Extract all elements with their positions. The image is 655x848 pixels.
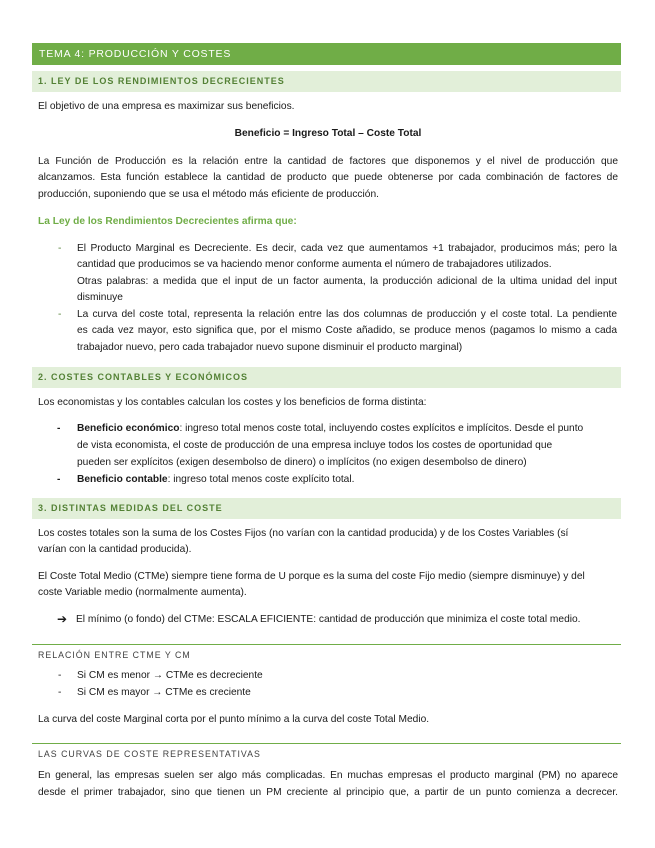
s1-paragraph-line: producción, suponiendo que se usa el método más eficiente de producción.: [38, 189, 379, 200]
s3-paragraph-1-line: Los costes totales son la suma de los Costes Fijos (no varían con la cantidad producida) y de los Costes Variables (sí: [38, 528, 569, 539]
dash-bullet: -: [58, 670, 62, 681]
section-3-heading: [32, 498, 621, 519]
economic-profit-label: Beneficio económico: [77, 423, 180, 434]
s3-paragraph-2-line: coste Variable medio (normalmente aumenta).: [38, 587, 247, 598]
accounting-profit-text: : ingreso total menos coste explícito total.: [167, 474, 355, 485]
section-1-heading-text: 1. LEY DE LOS RENDIMIENTOS DECRECIENTES: [38, 76, 285, 86]
section-2-heading-text: 2. COSTES CONTABLES Y ECONÓMICOS: [38, 372, 249, 382]
s1-bullet-2-line: trabajador nuevo, pero cada trabajador nuevo supone disminuir el producto marginal): [77, 342, 463, 353]
economic-profit-text: : ingreso total menos coste total, incluyendo costes explícitos e implícitos. Desde el punto: [179, 423, 584, 434]
s1-bullet-1-line: Otras palabras: a medida que el input de un factor aumenta, la producción adicional de la ultima unidad del input: [77, 276, 617, 287]
dash-bullet: -: [57, 474, 61, 485]
s2-bullet-1-line: de vista economista, el coste de producción de una empresa incluye todos los costes de oportunidad que: [77, 440, 553, 451]
s2-intro: Los economistas y los contables calculan los costes y los beneficios de forma distinta:: [38, 397, 427, 408]
cost-curves-heading: LAS CURVAS DE COSTE REPRESENTATIVAS: [38, 749, 261, 759]
law-heading: La Ley de los Rendimientos Decrecientes afirma que:: [38, 216, 297, 227]
s2-bullet-2: [77, 474, 617, 486]
s1-bullet-1-line: cantidad que producimos se va haciendo menor conforme aumenta el número de trabajadores utilizados.: [77, 259, 552, 270]
s3-paragraph-2-line: El Coste Total Medio (CTMe) siempre tiene forma de U porque es la suma del coste Fijo medio (siempre disminuye) y del: [38, 571, 585, 582]
dash-bullet: -: [58, 309, 62, 320]
dash-bullet: -: [58, 243, 62, 254]
divider: [32, 743, 621, 744]
cost-curves-line: desde el primer trabajador, sino que tienen un PM creciente al principio que, a partir de un punto comienza a decrecer.: [38, 787, 618, 798]
s3-paragraph-1-line: varían con la cantidad producida).: [38, 544, 192, 555]
s1-bullet-2-line: es cada vez mayor, esto significa que, por el mismo Coste añadido, se produce menos (pagamos lo mismo a cada: [77, 325, 617, 336]
s2-bullet-1-line: pueden ser explícitos (exigen desembolso de dinero) o implícitos (no exigen desembolso de dinero): [77, 457, 527, 468]
title-banner-text: TEMA 4: PRODUCCIÓN Y COSTES: [39, 48, 232, 60]
relation-item: Si CM es mayor → CTMe es creciente: [77, 687, 251, 698]
s1-paragraph-line: La Función de Producción es la relación entre la cantidad de factores que disponemos y el nivel de producción que: [38, 156, 618, 167]
s1-bullet-1-line: El Producto Marginal es Decreciente. Es decir, cada vez que aumentamos +1 trabajador, producimos más; pero la: [77, 243, 617, 254]
divider: [32, 644, 621, 645]
s2-bullet-1: [77, 423, 617, 435]
cost-curves-line: En general, las empresas suelen ser algo más complicadas. En muchas empresas el producto marginal (PM) no aparece: [38, 770, 618, 781]
section-2-heading: [32, 367, 621, 388]
s1-intro: El objetivo de una empresa es maximizar sus beneficios.: [38, 101, 295, 112]
dash-bullet: -: [57, 423, 61, 434]
s1-bullet-1-line: disminuye: [77, 292, 123, 303]
section-3-heading-text: 3. DISTINTAS MEDIDAS DEL COSTE: [38, 503, 223, 513]
marginal-cost-conclusion: La curva del coste Marginal corta por el punto mínimo a la curva del coste Total Medio.: [38, 714, 430, 725]
profit-formula: Beneficio = Ingreso Total – Coste Total: [234, 128, 422, 139]
arrow-bullet-icon: ➔: [57, 612, 68, 626]
section-1-heading: [32, 71, 621, 92]
relation-item: Si CM es menor → CTMe es decreciente: [77, 670, 263, 681]
title-banner: [32, 43, 621, 65]
accounting-profit-label: Beneficio contable: [77, 474, 168, 485]
s1-paragraph-line: alcanzamos. Esta función establece la cantidad de producto que puede obtenerse por cada combinación de factores de: [38, 172, 618, 183]
dash-bullet: -: [58, 687, 62, 698]
ctme-cm-heading: RELACIÓN ENTRE CTME Y CM: [38, 650, 191, 660]
efficient-scale-item: El mínimo (o fondo) del CTMe: ESCALA EFICIENTE: cantidad de producción que minimiza el coste total medio.: [76, 614, 581, 625]
s1-bullet-2-line: La curva del coste total, representa la relación entre las dos columnas de producción y el coste total. La pendiente: [77, 309, 617, 320]
